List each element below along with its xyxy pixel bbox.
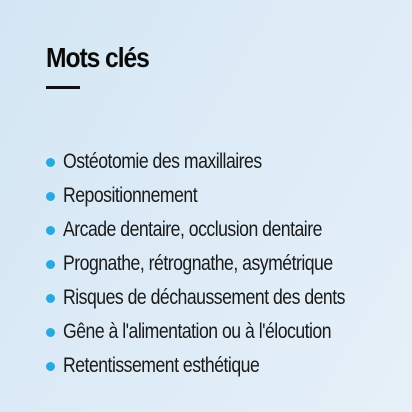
list-item	[46, 281, 399, 315]
keyword-text: Repositionnement	[63, 184, 198, 207]
page-title: Mots clés	[46, 42, 149, 73]
bullet-icon	[46, 192, 55, 201]
keyword-text: Retentissement esthétique	[63, 354, 260, 377]
bullet-icon	[46, 260, 55, 269]
keyword-text: Risques de déchaussement des dents	[63, 286, 345, 309]
bullet-icon	[46, 226, 55, 235]
list-item	[46, 247, 399, 281]
bullet-icon	[46, 328, 55, 337]
list-item	[46, 145, 399, 179]
title-underline	[46, 86, 80, 89]
keyword-text: Gêne à l'alimentation ou à l'élocution	[63, 320, 332, 343]
bullet-icon	[46, 362, 55, 371]
list-item	[46, 213, 399, 247]
list-item	[46, 179, 399, 213]
bullet-icon	[46, 158, 55, 167]
keyword-text: Ostéotomie des maxillaires	[63, 150, 262, 173]
bullet-icon	[46, 294, 55, 303]
list-item	[46, 315, 399, 349]
list-item	[46, 349, 399, 383]
keyword-text: Arcade dentaire, occlusion dentaire	[63, 218, 322, 241]
keyword-text: Prognathe, rétrognathe, asymétrique	[63, 252, 333, 275]
keyword-list	[46, 145, 399, 383]
